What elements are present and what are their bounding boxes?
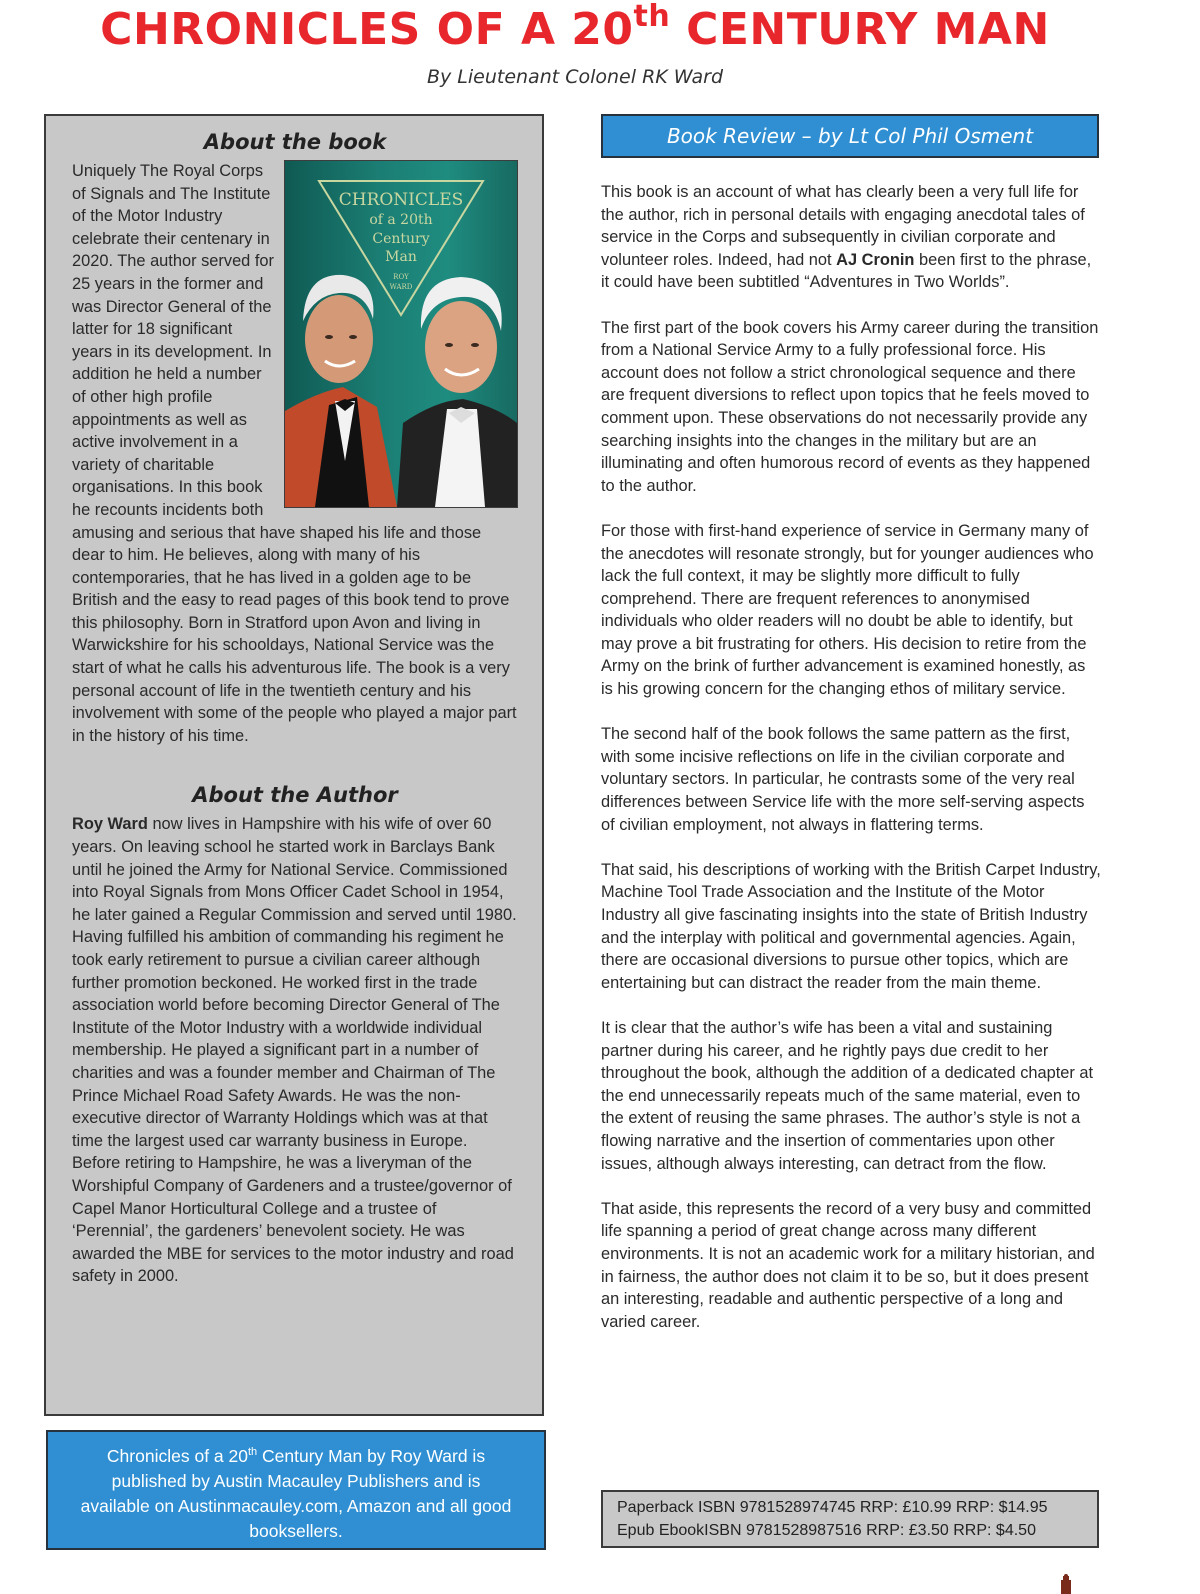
publisher-info-post: Century Man by Roy Ward is published by Austin Macauley Publishers and is available on Austinmacauley.com, Amazon and all good booksellers.: [80, 1446, 512, 1541]
review-paragraph-5: That said, his descriptions of working with the British Carpet Industry, Machine Tool Trade Association and the Institute of the Motor Industry all give fascinating insights into the state of British Industry and the interplay with political and governmental agencies. Again, there are occasional diversions to pursue other topics, which are entertaining but can distract the reader from the main theme.: [601, 860, 1101, 992]
corner-emblem-icon: [1058, 1574, 1074, 1594]
book-cover-art: [285, 161, 517, 507]
publisher-info-text: [48, 1444, 544, 1544]
publisher-info-box: [46, 1430, 546, 1550]
cover-line3: Century: [372, 231, 430, 247]
page-title: [0, 0, 1150, 55]
review-paragraph-3: For those with first-hand experience of service in Germany many of the anecdotes will resonate strongly, but for younger audiences who lack the full context, it may be slightly more difficult to fully comprehend. There are frequent references to anonymised individuals who older readers will no doubt be able to identify, but may prove a bit frustrating for others. His decision to retire from the Army on the brink of further advancement is examined honestly, as is his growing concern for the changing ethos of military service.: [601, 521, 1094, 699]
cover-line4: Man: [385, 249, 417, 265]
publisher-info-pre: Chronicles of a 20: [106, 1446, 248, 1466]
review-paragraph-4: The second half of the book follows the same pattern as the first, with some incisive reflections on life in the civilian corporate and voluntary sectors. In particular, he contrasts some of the very real differences between Service life with the more self-serving aspects of civilian employment, not always in flattering terms.: [601, 725, 1085, 834]
cover-line1: CHRONICLES: [338, 190, 464, 210]
cover-line2: of a 20th: [369, 212, 433, 228]
review-p1-bold: AJ Cronin: [836, 250, 915, 269]
byline: By Lieutenant Colonel RK Ward: [426, 66, 724, 88]
review-paragraph-7: That aside, this represents the record of a very busy and committed life spanning a period of great change across many different environments. It is not an academic work for a military historian, and in fairness, the author does not claim it to be so, but it does present an interesting, readable and authentic perspective of a long and varied career.: [601, 1199, 1095, 1331]
publisher-info-sup: th: [247, 1446, 258, 1458]
review-paragraph-6: It is clear that the author’s wife has been a vital and sustaining partner during his career, and he rightly pays due credit to her throughout the book, although the addition of a dedicated chapter at the end unnecessarily repeats much of the same material, even to the extent of reusing the same phrases. The author’s style is not a flowing narrative and the insertion of commentaries upon other issues, although always interesting, can detract from the flow.: [601, 1018, 1094, 1173]
review-paragraph-1: [601, 181, 1101, 294]
review-header: Book Review – by Lt Col Phil Osment: [601, 114, 1099, 158]
isbn-box: [601, 1490, 1099, 1548]
author-name: Roy Ward: [72, 815, 148, 834]
book-cover-image: [284, 160, 518, 508]
about-book-text: Uniquely The Royal Corps of Signals and The Institute of the Motor Industry celebrate their centenary in 2020. The author served for 25 years in the former and was Director General of the latter for 18 significant years in its development. In addition he held a number of other high profile appointments as well as active involvement in a variety of charitable organisations. In this book he recounts incidents both amusing and serious that have shaped his life and those dear to him. He believes, along with many of his contemporaries, that he has lived in a golden age to be British and the easy to read pages of this book tend to prove this philosophy. Born in Stratford upon Avon and living in Warwickshire for his schooldays, National Service was the start of what he calls his adventurous life. The book is a very personal account of life in the twentieth century and his involvement with some of the people who played a major part in the history of his time.: [72, 162, 517, 745]
title-post: CENTURY MAN: [670, 4, 1050, 55]
review-p1-pre: This book is an account of what has clearly been a very full life for the author, rich in personal details with engaging anecdotal tales of service in the Corps and subsequently in civilian corporate and volunteer roles. Indeed, had not: [601, 183, 1085, 269]
review-paragraph-2: The first part of the book covers his Army career during the transition from a National Service Army to a fully professional force. His account does not follow a strict chronological sequence and there are frequent diversions to reflect upon topics that he feels moved to comment upon. These observations do not necessarily provide any searching insights into the changes in the military but are an illuminating and often humorous record of events as they happened to the author.: [601, 318, 1099, 495]
review-body: [601, 181, 1101, 1356]
about-author-body: now lives in Hampshire with his wife of over 60 years. On leaving school he started work in Barclays Bank until he joined the Army for National Service. Commissioned into Royal Signals from Mons Officer Cadet School in 1954, he later gained a Regular Commission and served until 1980. Having fulfilled his ambition of commanding his regiment he took early retirement to pursue a civilian career although further promotion beckoned. He worked first in the trade association world before becoming Director General of The Institute of the Motor Industry with a worldwide individual membership. He played a significant part in a number of charities and was a founder member and Chairman of The Prince Michael Road Safety Awards. He was the non-executive director of Warranty Holdings which was at that time the largest used car warranty business in Europe. Before retiring to Hampshire, he was a liveryman of the Worshipful Company of Gardeners and a trustee/governor of Capel Manor Horticultural College and a trustee of ‘Perennial’, the gardeners’ benevolent society. He was awarded the MBE for services to the motor industry and road safety in 2000.: [72, 815, 517, 1286]
about-author-text: [72, 813, 518, 1287]
isbn-ebook: Epub EbookISBN 9781528987516 RRP: £3.50 RRP: $4.50: [617, 1522, 1036, 1539]
cover-author2: WARD: [389, 283, 413, 291]
about-author-heading: About the Author: [192, 783, 398, 808]
title-pre: CHRONICLES OF A 20: [100, 4, 634, 55]
isbn-paperback: Paperback ISBN 9781528974745 RRP: £10.99 RRP: $14.95: [617, 1499, 1048, 1516]
about-book-heading: About the book: [203, 130, 387, 154]
title-superscript: th: [633, 0, 671, 34]
review-p1-post: been first to the phrase, it could have been subtitled “Adventures in Two Worlds”.: [601, 250, 1092, 292]
about-book-panel: [44, 114, 544, 1416]
cover-author1: ROY: [393, 273, 409, 281]
